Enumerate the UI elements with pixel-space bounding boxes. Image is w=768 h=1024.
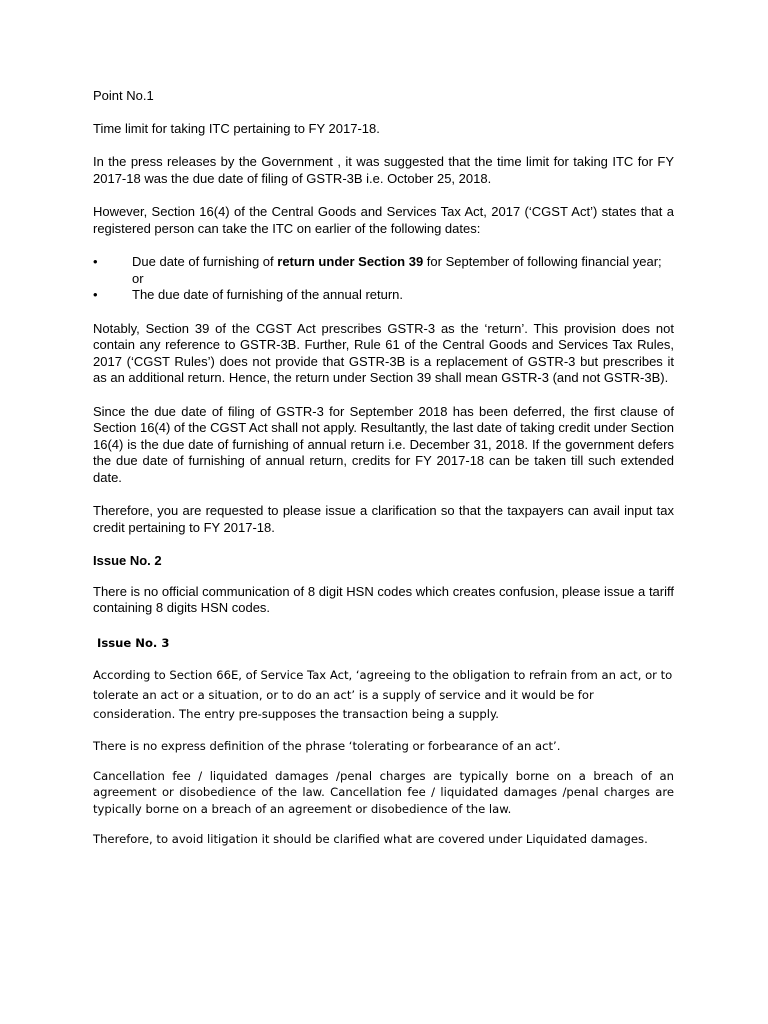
issue-3-paragraph-definition: There is no express definition of the phrase ‘tolerating or forbearance of an act’. [93,738,561,753]
issue-2-paragraph: There is no official communication of 8 digit HSN codes which creates confusion, please issue a tariff containing 8 digits HSN codes. [93,583,674,615]
itc-title: Time limit for taking ITC pertaining to FY 2017-18. [93,120,380,136]
list-item-bold-text: return under Section 39 [277,254,424,269]
issue-3-paragraph-conclusion: Therefore, to avoid litigation it should be clarified what are covered under Liquidated damages. [93,831,648,846]
list-item [93,287,674,304]
press-release-paragraph: In the press releases by the Government , it was suggested that the time limit for taking ITC for FY 2017-18 was the due date of filing of GSTR-3B i.e. October 25, 2018. [93,154,674,186]
list-item [93,254,674,287]
bullet-icon: • [93,287,98,302]
section-16-paragraph: However, Section 16(4) of the Central Goods and Services Tax Act, 2017 (‘CGST Act’) states that a registered person can take the ITC on earlier of the following dates: [93,204,674,236]
list-item-text: for September of following financial year; or [132,254,662,286]
issue-3-paragraph-cancellation-fee: Cancellation fee / liquidated damages /penal charges are typically borne on a breach of an agreement or disobedience of the law. Cancellation fee / liquidated damages /penal charges are typically borne on a breach of an agreement or disobedience of the law. [93,769,674,816]
deferral-paragraph: Since the due date of filing of GSTR-3 for September 2018 has been deferred, the first clause of Section 16(4) of the CGST Act shall not apply. Resultantly, the last date of taking credit under Section 16(4) is the due date of furnishing of annual return i.e. December 31, 2018. If the government defers the due date of furnishing of annual return, credits for FY 2017-18 can be taken till such extended date. [93,403,674,485]
point-heading: Point No.1 [93,88,154,103]
document-page [93,88,674,849]
issue-3-paragraph-section-66e: According to Section 66E, of Service Tax Act, ‘agreeing to the obligation to refrain from an act, or to tolerate an act or a situation, or to do an act’ is a supply of service and it would be for consideration. The entry pre-supposes the transaction being a supply. [93,668,673,721]
clarification-request-paragraph: Therefore, you are requested to please issue a clarification so that the taxpayers can avail input tax credit pertaining to FY 2017-18. [93,503,674,535]
list-item-text: The due date of furnishing of the annual return. [132,287,404,302]
due-date-list [93,254,674,304]
bullet-icon: • [93,254,98,269]
section-39-paragraph: Notably, Section 39 of the CGST Act prescribes GSTR-3 as the ‘return’. This provision does not contain any reference to GSTR-3B. Further, Rule 61 of the Central Goods and Services Tax Rules, 2017 (‘CGST Rules’) does not provide that GSTR-3B is a replacement of GSTR-3 but prescribes it as an additional return. Hence, the return under Section 39 shall mean GSTR-3 (and not GSTR-3B). [93,320,674,385]
issue-2-heading: Issue No. 2 [93,553,162,568]
issue-3-heading: Issue No. 3 [97,635,170,650]
list-item-text: Due date of furnishing of [132,254,278,269]
